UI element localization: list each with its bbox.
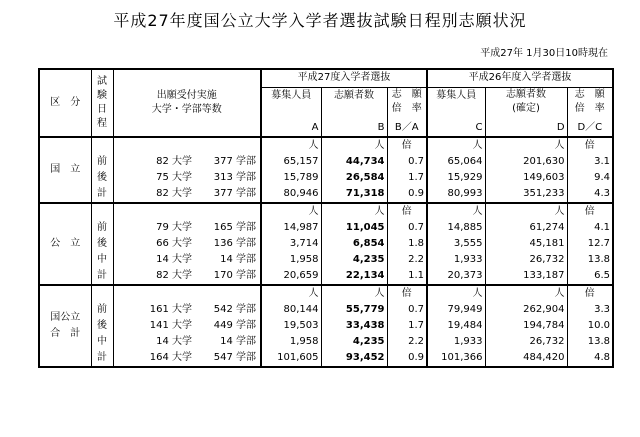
letter-b: B [321, 119, 387, 137]
unit-label: 倍 [387, 137, 427, 154]
applicants-d-header: 志願者数 (確定) [485, 87, 567, 119]
schedule-cell: 前 [91, 154, 113, 170]
applicants-b-cell: 71,318 [321, 186, 387, 203]
applicants-b-header: 志願者数 [321, 87, 387, 119]
applicants-d-cell: 351,233 [485, 186, 567, 203]
unit-label: 人 [261, 285, 321, 302]
unit-label: 人 [427, 285, 485, 302]
schedule-cell: 後 [91, 170, 113, 186]
recruit-a-header: 募集人員 [261, 87, 321, 119]
group-name: 国公立 合 計 [39, 285, 91, 367]
unit-label: 人 [485, 137, 567, 154]
schedule-cell: 計 [91, 350, 113, 367]
table-row [39, 252, 613, 268]
applicants-d-cell: 201,630 [485, 154, 567, 170]
letter-dc: D／C [567, 119, 613, 137]
ratio-ba-cell: 1.8 [387, 236, 427, 252]
unit-label: 人 [321, 203, 387, 220]
table-row [39, 350, 613, 367]
applicants-b-cell: 4,235 [321, 252, 387, 268]
letter-c: C [427, 119, 485, 137]
recruit-c-cell: 19,484 [427, 318, 485, 334]
unit-label: 人 [261, 137, 321, 154]
applicants-b-cell: 93,452 [321, 350, 387, 367]
schedule-cell: 後 [91, 318, 113, 334]
recruit-c-cell: 20,373 [427, 268, 485, 285]
group-name: 国 立 [39, 137, 91, 203]
applicants-d-cell: 262,904 [485, 302, 567, 318]
applicants-b-cell: 26,584 [321, 170, 387, 186]
applicants-b-cell: 44,734 [321, 154, 387, 170]
applicants-d-cell: 26,732 [485, 334, 567, 350]
schedule-cell: 計 [91, 186, 113, 203]
applicants-d-cell: 149,603 [485, 170, 567, 186]
schedule-cell: 前 [91, 220, 113, 236]
as-of-date: 平成27年 1月30日10時現在 [480, 48, 608, 59]
table-row [39, 268, 613, 285]
recruit-a-cell: 80,946 [261, 186, 321, 203]
ratio-dc-cell: 3.3 [567, 302, 613, 318]
recruit-c-cell: 1,933 [427, 334, 485, 350]
applicants-b-cell: 33,438 [321, 318, 387, 334]
ratio-dc-cell: 3.1 [567, 154, 613, 170]
h26-header: 平成26年度入学者選抜 [427, 69, 613, 87]
ratio-dc-cell: 13.8 [567, 252, 613, 268]
unit-label: 人 [485, 203, 567, 220]
recruit-c-cell: 101,366 [427, 350, 485, 367]
table-row [39, 154, 613, 170]
applicants-d-cell: 194,784 [485, 318, 567, 334]
accept-header: 出願受付実施 大学・学部等数 [113, 69, 261, 137]
applications-table [38, 68, 614, 368]
recruit-c-cell: 15,929 [427, 170, 485, 186]
recruit-c-header: 募集人員 [427, 87, 485, 119]
applicants-d-cell: 45,181 [485, 236, 567, 252]
kubun-header: 区 分 [39, 69, 91, 137]
recruit-a-cell: 65,157 [261, 154, 321, 170]
ratio-ba-cell: 0.7 [387, 302, 427, 318]
ratio-dc-cell: 9.4 [567, 170, 613, 186]
recruit-a-cell: 80,144 [261, 302, 321, 318]
letter-d: D [485, 119, 567, 137]
univ-count-cell: 75 大学 313 学部 [113, 170, 261, 186]
table-row [39, 186, 613, 203]
recruit-a-cell: 1,958 [261, 334, 321, 350]
recruit-c-cell: 65,064 [427, 154, 485, 170]
table-row [39, 236, 613, 252]
unit-label: 人 [321, 285, 387, 302]
applicants-d-cell: 484,420 [485, 350, 567, 367]
unit-label: 人 [321, 137, 387, 154]
recruit-a-cell: 1,958 [261, 252, 321, 268]
ratio-ba-cell: 2.2 [387, 334, 427, 350]
h27-header: 平成27度入学者選抜 [261, 69, 427, 87]
univ-count-cell: 82 大学 377 学部 [113, 186, 261, 203]
univ-count-cell: 141 大学 449 学部 [113, 318, 261, 334]
ratio-dc-cell: 13.8 [567, 334, 613, 350]
ratio-ba-cell: 0.9 [387, 350, 427, 367]
recruit-a-cell: 20,659 [261, 268, 321, 285]
table-row [39, 170, 613, 186]
univ-count-cell: 82 大学 377 学部 [113, 154, 261, 170]
univ-count-cell: 164 大学 547 学部 [113, 350, 261, 367]
ratio-dc-header: 志 願 倍 率 [567, 87, 613, 119]
ratio-dc-cell: 4.1 [567, 220, 613, 236]
applicants-d-cell: 61,274 [485, 220, 567, 236]
ratio-ba-cell: 0.7 [387, 154, 427, 170]
schedule-cell: 中 [91, 252, 113, 268]
unit-label: 人 [485, 285, 567, 302]
univ-count-cell: 82 大学 170 学部 [113, 268, 261, 285]
ratio-ba-cell: 2.2 [387, 252, 427, 268]
applicants-b-cell: 22,134 [321, 268, 387, 285]
applicants-b-cell: 4,235 [321, 334, 387, 350]
ratio-ba-header: 志 願 倍 率 [387, 87, 427, 119]
ratio-dc-cell: 4.3 [567, 186, 613, 203]
letter-ba: B／A [387, 119, 427, 137]
table-row [39, 334, 613, 350]
unit-label: 倍 [387, 285, 427, 302]
unit-label: 倍 [567, 137, 613, 154]
ratio-ba-cell: 1.7 [387, 318, 427, 334]
univ-count-cell: 79 大学 165 学部 [113, 220, 261, 236]
recruit-c-cell: 80,993 [427, 186, 485, 203]
schedule-cell: 後 [91, 236, 113, 252]
recruit-a-cell: 19,503 [261, 318, 321, 334]
univ-count-cell: 161 大学 542 学部 [113, 302, 261, 318]
unit-label: 倍 [567, 285, 613, 302]
ratio-dc-cell: 6.5 [567, 268, 613, 285]
table-row [39, 302, 613, 318]
unit-label: 人 [427, 137, 485, 154]
ratio-dc-cell: 4.8 [567, 350, 613, 367]
unit-label: 倍 [567, 203, 613, 220]
group-name: 公 立 [39, 203, 91, 285]
page-title: 平成27年度国公立大学入学者選抜試験日程別志願状況 [113, 11, 527, 30]
letter-a: A [261, 119, 321, 137]
table-row [39, 220, 613, 236]
schedule-header: 試 験 日 程 [91, 69, 113, 137]
applicants-b-cell: 6,854 [321, 236, 387, 252]
univ-count-cell: 14 大学 14 学部 [113, 252, 261, 268]
recruit-c-cell: 14,885 [427, 220, 485, 236]
schedule-cell: 計 [91, 268, 113, 285]
schedule-cell: 中 [91, 334, 113, 350]
ratio-ba-cell: 1.7 [387, 170, 427, 186]
recruit-c-cell: 3,555 [427, 236, 485, 252]
unit-label: 倍 [387, 203, 427, 220]
table-row [39, 318, 613, 334]
recruit-c-cell: 79,949 [427, 302, 485, 318]
unit-label: 人 [261, 203, 321, 220]
recruit-a-cell: 15,789 [261, 170, 321, 186]
unit-label: 人 [427, 203, 485, 220]
recruit-a-cell: 101,605 [261, 350, 321, 367]
ratio-ba-cell: 0.9 [387, 186, 427, 203]
applicants-d-cell: 133,187 [485, 268, 567, 285]
schedule-cell: 前 [91, 302, 113, 318]
recruit-a-cell: 3,714 [261, 236, 321, 252]
univ-count-cell: 66 大学 136 学部 [113, 236, 261, 252]
ratio-dc-cell: 12.7 [567, 236, 613, 252]
ratio-ba-cell: 1.1 [387, 268, 427, 285]
univ-count-cell: 14 大学 14 学部 [113, 334, 261, 350]
ratio-dc-cell: 10.0 [567, 318, 613, 334]
applicants-b-cell: 55,779 [321, 302, 387, 318]
ratio-ba-cell: 0.7 [387, 220, 427, 236]
recruit-a-cell: 14,987 [261, 220, 321, 236]
recruit-c-cell: 1,933 [427, 252, 485, 268]
applicants-b-cell: 11,045 [321, 220, 387, 236]
applicants-d-cell: 26,732 [485, 252, 567, 268]
